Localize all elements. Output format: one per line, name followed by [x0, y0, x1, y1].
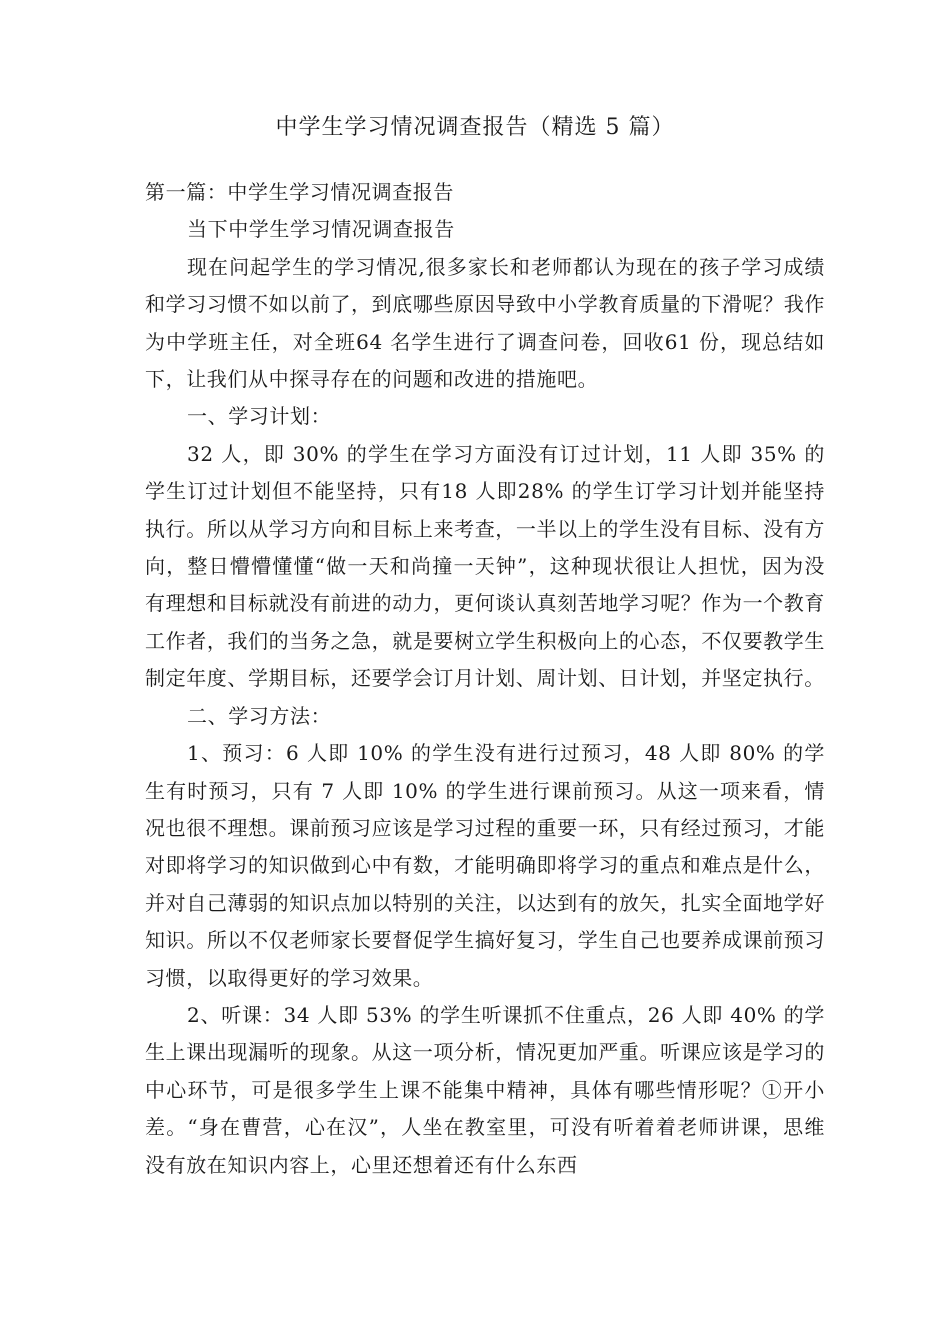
paragraph-preview: 1、预习：6 人即 10% 的学生没有进行过预习，48 人即 80% 的学生有时预习，只有 7 人即 10% 的学生进行课前预习。从这一项来看，情况也很不理想。课前预习应该是学习过程的重要一环，只有经过预习，才能对即将学习的知识做到心中有数，才能明确即将学习的重点和难点是什么，并对自己薄弱的知识点加以特别的关注，以达到有的放矢，扎实全面地学好知识。所以不仅老师家长要督促学生搞好复习，学生自己也要养成课前预习习惯，以取得更好的学习效果。 — [145, 741, 825, 990]
report-subtitle: 当下中学生学习情况调查报告 — [187, 217, 455, 242]
paragraph-intro: 现在问起学生的学习情况,很多家长和老师都认为现在的孩子学习成绩和学习习惯不如以前了，到底哪些原因导致中小学教育质量的下滑呢？我作为中学班主任，对全班64 名学生进行了调查问卷，回收61 份，现总结如下，让我们从中探寻存在的问题和改进的措施吧。 — [145, 254, 825, 392]
paragraph-listening: 2、听课：34 人即 53% 的学生听课抓不住重点，26 人即 40% 的学生上课出现漏听的现象。从这一项分析，情况更加严重。听课应该是学习的中心环节，可是很多学生上课不能集中精神，具体有哪些情形呢？①开小差。“身在曹营，心在汉”，人坐在教室里，可没有听着着老师讲课，思维没有放在知识内容上，心里还想着还有什么东西 — [145, 1002, 825, 1177]
heading-study-plan: 一、学习计划： — [187, 404, 332, 429]
document-body — [145, 174, 825, 1184]
heading-study-method: 二、学习方法： — [187, 703, 332, 728]
document-title: 中学生学习情况调查报告（精选 5 篇） — [275, 115, 675, 140]
paragraph-study-plan: 32 人，即 30% 的学生在学习方面没有订过计划，11 人即 35% 的学生订过计划但不能坚持，只有18 人即28% 的学生订学习计划并能坚持执行。所以从学习方向和目标上来考查，一半以上的学生没有目标、没有方向，整日懵懵懂懂“做一天和尚撞一天钟”，这种现状很让人担忧，因为没有理想和目标就没有前进的动力，更何谈认真刻苦地学习呢？作为一个教育工作者，我们的当务之急，就是要树立学生积极向上的心态，不仅要教学生制定年度、学期目标，还要学会订月计划、周计划、日计划，并坚定执行。 — [145, 441, 825, 691]
section-heading: 第一篇：中学生学习情况调查报告 — [145, 180, 454, 204]
